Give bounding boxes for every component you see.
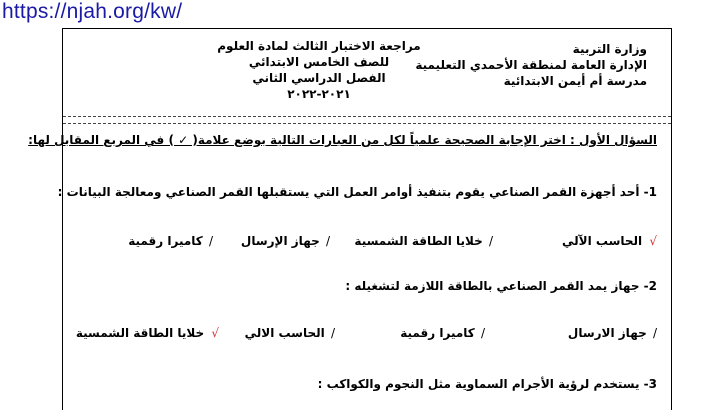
q1-option-4-label: كاميرا رقمية <box>128 234 203 248</box>
header-separator <box>63 116 671 124</box>
question-2-text: 2- جهاز يمد القمر الصناعي بالطاقة اللازمة لتشغيله : <box>345 279 657 293</box>
q2-option-3-label: الحاسب الالي <box>244 326 325 340</box>
q2-option-4[interactable] <box>76 326 219 340</box>
q1-option-1-label: الحاسب الآلي <box>562 234 643 248</box>
slash-mark: / <box>325 234 330 248</box>
q2-option-2-label: كاميرا رقمية <box>400 326 475 340</box>
q2-option-1-label: جهاز الارسال <box>567 326 647 340</box>
q1-option-2[interactable] <box>354 234 493 248</box>
slash-mark: / <box>480 326 485 340</box>
school-name: مدرسة أم أيمن الابتدائية <box>503 74 647 88</box>
checkmark-icon: √ <box>649 234 657 248</box>
school-year: ٢٠٢١-٢٠٢٢ <box>287 87 351 101</box>
checkmark-icon: √ <box>211 326 219 340</box>
worksheet-page <box>28 28 672 410</box>
question-1-text: 1- أحد أجهزة القمر الصناعي يقوم بتنفيذ أوامر العمل التي يستقبلها القمر الصناعي ومعالجة البيانات : <box>57 185 657 199</box>
q1-option-4[interactable] <box>128 234 213 248</box>
q2-option-3[interactable] <box>245 326 335 340</box>
q1-option-1[interactable] <box>562 234 657 248</box>
header-exam-block <box>213 38 425 102</box>
q2-option-2[interactable] <box>400 326 485 340</box>
q2-option-1[interactable] <box>568 326 657 340</box>
slash-mark: / <box>330 326 335 340</box>
ministry-name: وزارة التربية <box>572 42 647 56</box>
semester-label: الفصل الدراسي الثاني <box>252 71 386 85</box>
q1-option-3[interactable] <box>241 234 330 248</box>
slash-mark: / <box>652 326 657 340</box>
district-name: الإدارة العامة لمنطقة الأحمدي التعليمية <box>415 58 647 72</box>
question-3-text: 3- يستخدم لرؤية الأجرام السماوية مثل النجوم والكواكب : <box>317 377 657 391</box>
grade-label: للصف الخامس الابتدائي <box>248 55 390 69</box>
exam-title: مراجعة الاختبار الثالث لمادة العلوم <box>217 39 421 53</box>
slash-mark: / <box>208 234 213 248</box>
section1-title: السؤال الأول : اختر الإجابة الصحيحة علمياً لكل من العبارات التالية بوضع علامة( ✓ ) في المربع المقابل لها: <box>28 133 657 147</box>
slash-mark: / <box>488 234 493 248</box>
q1-option-3-label: جهاز الإرسال <box>240 234 320 248</box>
site-url[interactable]: https://njah.org/kw/ <box>2 0 183 23</box>
q1-option-2-label: خلايا الطاقة الشمسية <box>354 234 483 248</box>
header-ministry-block <box>407 41 647 89</box>
q2-option-4-label: خلايا الطاقة الشمسية <box>75 326 205 340</box>
